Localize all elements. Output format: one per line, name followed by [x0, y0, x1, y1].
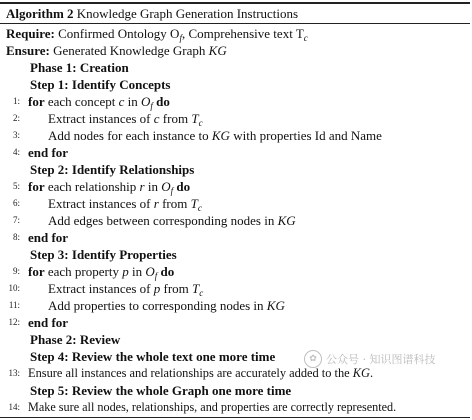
ensure-text: Generated Knowledge Graph [53, 43, 206, 58]
algorithm-title: Knowledge Graph Generation Instructions [76, 6, 299, 21]
m: r [139, 179, 145, 194]
kw-do: do [160, 264, 175, 279]
require-sub: f [179, 33, 182, 43]
m: KG [277, 213, 296, 228]
algo-line-5 [0, 178, 470, 195]
line-number: 14: [8, 402, 20, 412]
t: Make sure all nodes, relationships, and properties are correctly represented. [28, 400, 397, 414]
m: O [141, 94, 151, 109]
t: Add edges between corresponding nodes in [48, 213, 278, 228]
t: in [128, 264, 146, 279]
m: T [190, 196, 198, 211]
kw-for: for [28, 264, 45, 279]
bottom-rule [0, 417, 470, 418]
line-number: 2: [12, 113, 20, 123]
algorithm-label: Algorithm 2 [6, 6, 74, 21]
top-rule [0, 2, 470, 4]
m: KG [352, 366, 371, 380]
line-number: 3: [12, 130, 20, 140]
m: c [198, 118, 203, 128]
algo-line-14 [0, 399, 470, 416]
line-number: 13: [8, 368, 20, 378]
algo-line-10 [0, 280, 470, 297]
m: p [153, 281, 161, 296]
line-number: 8: [12, 232, 20, 242]
require-sub-2: c [303, 33, 308, 43]
line-number: 7: [12, 215, 20, 225]
algo-line-6 [0, 195, 470, 212]
t: from [159, 111, 192, 126]
algo-line-9 [0, 263, 470, 280]
algo-line-7 [0, 212, 470, 229]
require-text-2: , Comprehensive text T [181, 26, 304, 41]
m: KG [266, 298, 285, 313]
line-number: 9: [12, 266, 20, 276]
phase-2-text: Phase 2: Review [30, 332, 121, 347]
ensure-label: Ensure: [6, 43, 50, 58]
line-number: 5: [12, 181, 20, 191]
t: in [124, 94, 141, 109]
m: T [192, 281, 200, 296]
algo-line-1 [0, 93, 470, 110]
t: from [158, 196, 191, 211]
kw-end-for: end for [28, 145, 69, 160]
line-number: 6: [12, 198, 20, 208]
algo-line-3 [0, 127, 470, 144]
m: r [153, 196, 159, 211]
t: Extract instances of [48, 281, 154, 296]
m: O [145, 264, 155, 279]
m: c [199, 288, 204, 298]
algo-line-4 [0, 144, 470, 161]
require-text-1: Confirmed Ontology O [58, 26, 180, 41]
m: f [150, 101, 153, 111]
algo-line-2 [0, 110, 470, 127]
caption-rule [0, 23, 470, 24]
step-3-text: Step 3: Identify Properties [30, 247, 177, 262]
m: c [153, 111, 160, 126]
algo-line-12 [0, 314, 470, 331]
t: with properties Id and Name [229, 128, 382, 143]
t: Ensure all instances and relationships are accurately added to the [28, 366, 353, 380]
kw-do: do [176, 179, 191, 194]
line-number: 1: [12, 96, 20, 106]
step-2-text: Step 2: Identify Relationships [30, 162, 195, 177]
m: T [191, 111, 199, 126]
t: Extract instances of [48, 111, 154, 126]
require-line [0, 25, 470, 42]
kw-for: for [28, 94, 45, 109]
kw-end-for: end for [28, 230, 69, 245]
t: Extract instances of [48, 196, 154, 211]
t: each concept [44, 94, 119, 109]
phase-1-heading [0, 59, 470, 76]
step-2-heading [0, 161, 470, 178]
m: p [122, 264, 129, 279]
require-label: Require: [6, 26, 55, 41]
kw-end-for: end for [28, 315, 69, 330]
step-1-heading [0, 76, 470, 93]
t: each relationship [44, 179, 140, 194]
step-1-text: Step 1: Identify Concepts [30, 77, 171, 92]
t: from [160, 281, 193, 296]
watermark [304, 330, 468, 388]
m: f [154, 271, 158, 281]
t: each property [44, 264, 123, 279]
phase-1-text: Phase 1: Creation [30, 60, 129, 75]
t: in [144, 179, 162, 194]
ensure-math: KG [208, 43, 227, 58]
t: Add properties to corresponding nodes in [48, 298, 267, 313]
t: . [370, 366, 374, 380]
step-4-text: Step 4: Review the whole text one more time [30, 349, 276, 364]
step-3-heading [0, 246, 470, 263]
algorithm-caption [0, 5, 470, 22]
ensure-line [0, 42, 470, 59]
line-number: 4: [12, 147, 20, 157]
line-number: 11: [8, 300, 20, 310]
watermark-text: 公众号 · 知识图谱科技 [326, 353, 436, 366]
require-text [58, 26, 308, 41]
m: KG [211, 128, 230, 143]
line-number: 12: [8, 317, 20, 327]
m: c [197, 203, 202, 213]
m: O [161, 179, 171, 194]
kw-do: do [156, 94, 170, 109]
m: f [170, 186, 174, 196]
algo-line-8 [0, 229, 470, 246]
kw-for: for [28, 179, 45, 194]
wechat-icon: ✿ [304, 350, 322, 368]
t: Add nodes for each instance to [48, 128, 212, 143]
algo-line-11 [0, 297, 470, 314]
line-number: 10: [8, 283, 20, 293]
m: c [118, 94, 125, 109]
step-5-text: Step 5: Review the whole Graph one more time [30, 383, 292, 398]
